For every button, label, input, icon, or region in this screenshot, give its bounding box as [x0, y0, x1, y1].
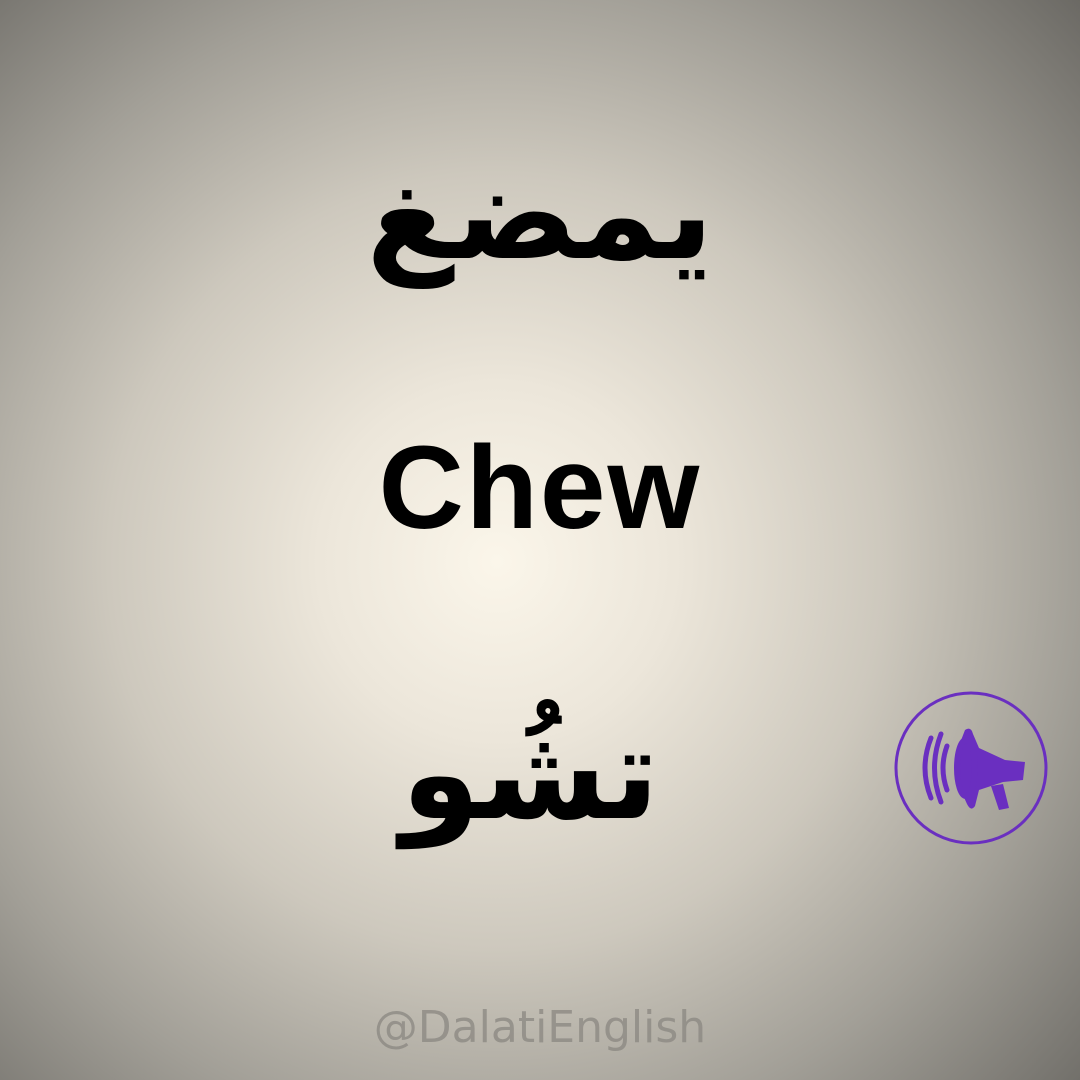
- megaphone-icon: [893, 690, 1049, 846]
- arabic-meaning: يمضغ: [366, 140, 714, 289]
- arabic-pronunciation: تشُو: [400, 700, 660, 849]
- english-word: Chew: [378, 422, 702, 554]
- watermark: @DalatiEnglish: [373, 1002, 707, 1053]
- play-audio-button[interactable]: [893, 690, 1049, 846]
